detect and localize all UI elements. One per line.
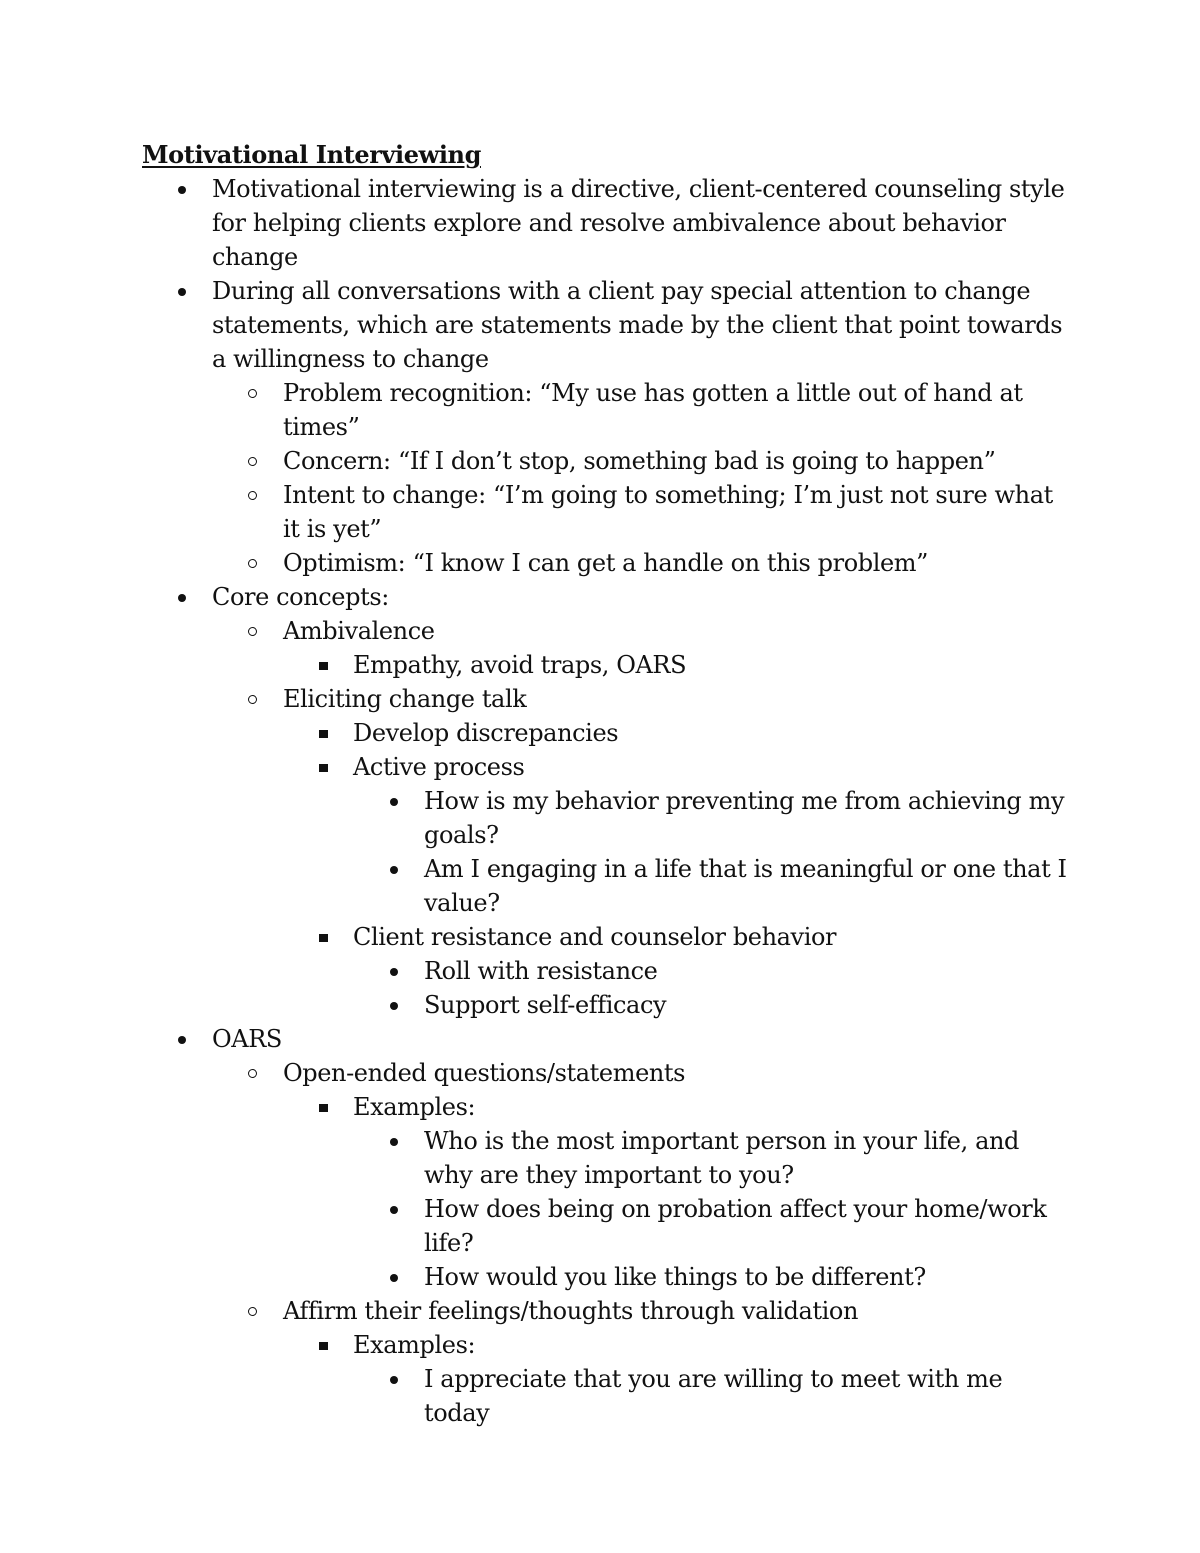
square-bullet-icon <box>319 730 328 738</box>
list-item <box>142 274 1072 376</box>
list-item <box>142 852 1072 920</box>
list-item-text: Client resistance and counselor behavior <box>353 923 837 951</box>
list-item <box>142 920 1072 954</box>
square-bullet-icon <box>319 764 328 772</box>
list-item-text: Develop discrepancies <box>353 719 619 747</box>
list-item-text: Who is the most important person in your life, and why are they important to you? <box>424 1127 1020 1189</box>
disc-bullet-icon <box>390 968 398 976</box>
document-title: Motivational Interviewing <box>142 140 481 169</box>
disc-bullet-icon <box>178 1036 186 1044</box>
circle-bullet-icon <box>248 389 257 398</box>
list-item <box>142 546 1072 580</box>
circle-bullet-icon <box>248 457 257 466</box>
list-item-text: Motivational interviewing is a directive, client-centered counseling style for helping clients explore and resolve ambivalence about behavior change <box>212 175 1065 271</box>
circle-bullet-icon <box>248 695 257 704</box>
list-item-text: Examples: <box>353 1331 476 1359</box>
list-item <box>142 1022 1072 1056</box>
list-item <box>142 750 1072 784</box>
list-item-text: Concern: “If I don’t stop, something bad is going to happen” <box>283 447 996 475</box>
disc-bullet-icon <box>390 1206 398 1214</box>
list-item-text: Examples: <box>353 1093 476 1121</box>
list-item <box>142 1192 1072 1260</box>
circle-bullet-icon <box>248 627 257 636</box>
list-item <box>142 1056 1072 1090</box>
list-item-text: Empathy, avoid traps, OARS <box>353 651 687 679</box>
list-item-text: Affirm their feelings/thoughts through validation <box>283 1297 859 1325</box>
circle-bullet-icon <box>248 491 257 500</box>
list-item-text: How would you like things to be different? <box>424 1263 926 1291</box>
list-item-text: OARS <box>212 1025 282 1053</box>
list-item <box>142 1124 1072 1192</box>
list-item <box>142 444 1072 478</box>
list-item-text: How does being on probation affect your home/work life? <box>424 1195 1047 1257</box>
list-item <box>142 614 1072 648</box>
list-item-text: Intent to change: “I’m going to something; I’m just not sure what it is yet” <box>283 481 1053 543</box>
square-bullet-icon <box>319 934 328 942</box>
circle-bullet-icon <box>248 559 257 568</box>
list-item-text: Am I engaging in a life that is meaningful or one that I value? <box>424 855 1067 917</box>
disc-bullet-icon <box>178 594 186 602</box>
list-item-text: Open-ended questions/statements <box>283 1059 686 1087</box>
list-item-text: Support self-efficacy <box>424 991 667 1019</box>
disc-bullet-icon <box>178 288 186 296</box>
disc-bullet-icon <box>390 798 398 806</box>
list-item-text: Roll with resistance <box>424 957 658 985</box>
list-item <box>142 1260 1072 1294</box>
list-item <box>142 682 1072 716</box>
list-item <box>142 1294 1072 1328</box>
list-item <box>142 954 1072 988</box>
list-item-text: Problem recognition: “My use has gotten a little out of hand at times” <box>283 379 1023 441</box>
disc-bullet-icon <box>390 1376 398 1384</box>
circle-bullet-icon <box>248 1307 257 1316</box>
disc-bullet-icon <box>178 186 186 194</box>
list-item <box>142 172 1072 274</box>
list-item <box>142 784 1072 852</box>
list-item <box>142 988 1072 1022</box>
list-item-text: Ambivalence <box>283 617 435 645</box>
circle-bullet-icon <box>248 1069 257 1078</box>
list-item <box>142 478 1072 546</box>
list-item <box>142 648 1072 682</box>
outline-list <box>142 172 1072 1430</box>
list-item-text: Eliciting change talk <box>283 685 527 713</box>
list-item <box>142 580 1072 614</box>
list-item <box>142 376 1072 444</box>
list-item <box>142 1328 1072 1362</box>
square-bullet-icon <box>319 1104 328 1112</box>
disc-bullet-icon <box>390 1138 398 1146</box>
list-item <box>142 1362 1072 1430</box>
list-item-text: Active process <box>353 753 525 781</box>
disc-bullet-icon <box>390 1274 398 1282</box>
square-bullet-icon <box>319 662 328 670</box>
list-item-text: Optimism: “I know I can get a handle on this problem” <box>283 549 929 577</box>
list-item-text: During all conversations with a client pay special attention to change statements, which are statements made by the client that point towards a willingness to change <box>212 277 1063 373</box>
list-item-text: How is my behavior preventing me from achieving my goals? <box>424 787 1065 849</box>
list-item <box>142 716 1072 750</box>
list-item-text: Core concepts: <box>212 583 389 611</box>
list-item <box>142 1090 1072 1124</box>
list-item-text: I appreciate that you are willing to meet with me today <box>424 1365 1003 1427</box>
document-body <box>142 138 1072 1430</box>
disc-bullet-icon <box>390 866 398 874</box>
disc-bullet-icon <box>390 1002 398 1010</box>
square-bullet-icon <box>319 1342 328 1350</box>
